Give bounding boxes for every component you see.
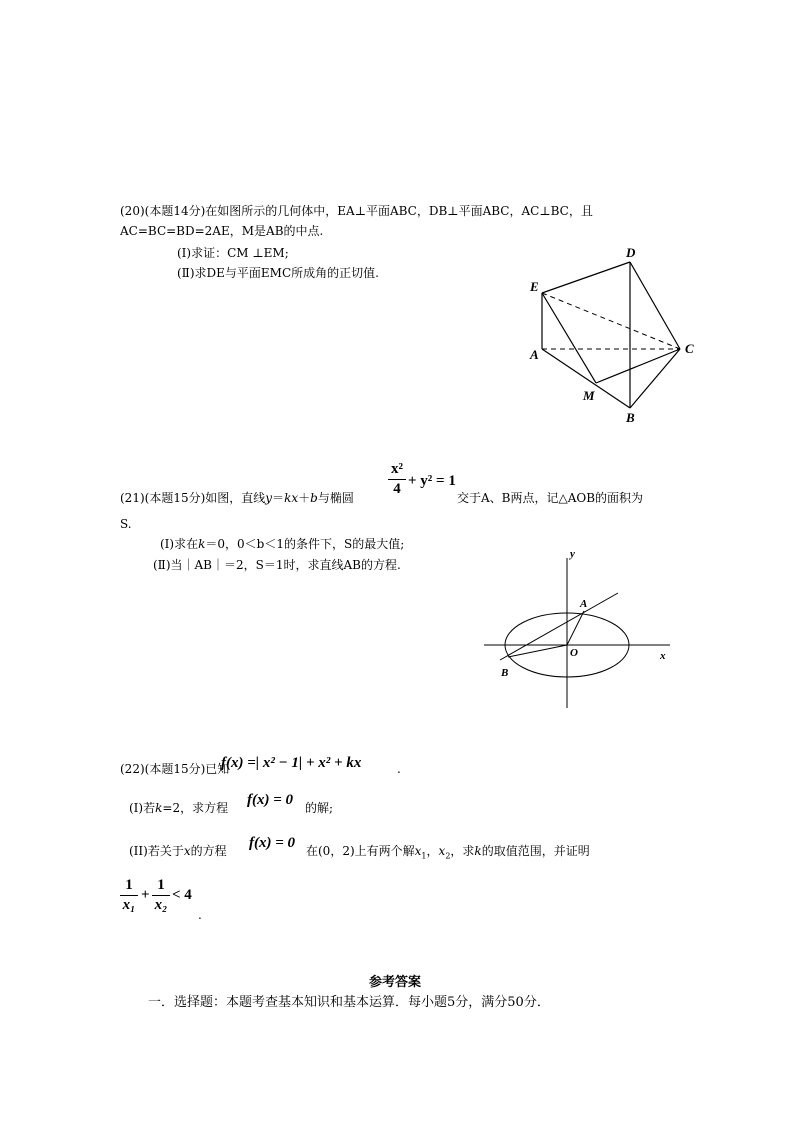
- q22-sub1: 1: [421, 851, 427, 861]
- q22-dot: .: [397, 762, 401, 776]
- label-B: B: [501, 667, 509, 679]
- edge-DE: [542, 262, 630, 293]
- ineq-frac1: [120, 877, 138, 914]
- q21-part1-k: k: [198, 537, 206, 551]
- q21-intro-a: (21)(本题15分)如图，直线: [120, 491, 266, 505]
- ineq-rest: < 4: [172, 887, 192, 903]
- ineq-plus: +: [141, 887, 150, 903]
- ellipse-den: 4: [393, 481, 401, 497]
- ineq-den1: x₁: [122, 897, 136, 913]
- label-B: B: [626, 410, 635, 425]
- q21-var-b: b: [310, 491, 318, 505]
- q21-var-y: y: [265, 491, 273, 505]
- q22-x2: x: [438, 844, 446, 858]
- q22-part1-c: 的解;: [305, 801, 334, 815]
- label-O: O: [570, 647, 578, 659]
- edge-EC-dashed: [542, 293, 680, 349]
- label-E: E: [530, 279, 539, 294]
- q20-part2: (Ⅱ)求DE与平面EMC所成角的正切值.: [177, 266, 379, 280]
- q22-x1: x: [414, 844, 422, 858]
- q20-geometry-figure: [520, 238, 710, 428]
- label-M: M: [583, 388, 595, 403]
- ellipse-fraction: [388, 461, 406, 498]
- q22-function: f(x) =| x² − 1| + x² + kx: [221, 755, 362, 771]
- q22-part2-rest: [306, 843, 590, 864]
- edge-EM: [542, 293, 596, 383]
- q21-intro-c: 与椭圆: [317, 491, 354, 505]
- q22-part1-a: (I)若: [129, 801, 156, 815]
- edge-BC: [630, 349, 680, 408]
- q22-part2-c: 在(0，2)上有两个解: [306, 844, 415, 858]
- q22-part1: [129, 800, 228, 816]
- q22-part2-a: (II)若关于: [129, 844, 184, 858]
- edge-MC: [596, 349, 680, 383]
- ineq-num2: 1: [157, 877, 165, 893]
- answers-line1: 一．选择题：本题考查基本知识和基本运算．每小题5分，满分50分．: [148, 995, 550, 1010]
- q20-line2: AC=BC=BD=2AE，M是AB的中点.: [120, 224, 324, 238]
- q22-part1-b: =2，求方程: [162, 801, 229, 815]
- q21-eq: ＝: [272, 491, 285, 505]
- q21-part1: [160, 536, 404, 552]
- label-C: C: [685, 341, 694, 356]
- q21-intro-d: 交于A、B两点，记△AOB的面积为: [457, 491, 644, 505]
- label-A: A: [580, 598, 588, 610]
- q22-sub2: 2: [445, 851, 451, 861]
- q22-part2-e: 的取值范围，并证明: [481, 844, 590, 858]
- label-x: x: [660, 650, 666, 662]
- q22-part2-b: 的方程: [190, 844, 227, 858]
- q21-part1-b: ＝0，0＜b＜1的条件下，S的最大值;: [205, 537, 405, 551]
- answers-title: 参考答案: [369, 975, 422, 990]
- q22-part2: [129, 843, 227, 859]
- q22-part2-x: x: [183, 844, 191, 858]
- q21-intro: [120, 490, 354, 506]
- label-D: D: [626, 245, 636, 260]
- ineq-num1: 1: [125, 877, 133, 893]
- q22-intro: (22)(本题15分)已知: [120, 762, 230, 776]
- ineq-frac2: [152, 877, 170, 914]
- ineq-den2: x₂: [154, 897, 168, 913]
- q22-part2-k: k: [474, 844, 482, 858]
- q21-ellipse-figure: [480, 545, 680, 715]
- q22-part2-d: ，求: [450, 844, 475, 858]
- ineq-dot: .: [198, 908, 202, 922]
- q20-line1: (20)(本题14分)在如图所示的几何体中，EA⊥平面ABC，DB⊥平面ABC，AC⊥BC，且: [120, 204, 593, 218]
- q22-eq0-a: f(x) = 0: [247, 792, 294, 808]
- q20-part1: (I)求证：CM ⊥EM;: [177, 246, 289, 260]
- q21-var-kx: kx: [284, 491, 299, 505]
- q21-part1-a: (I)求在: [160, 537, 199, 551]
- ellipse-rest: + y² = 1: [408, 473, 456, 489]
- label-A: A: [530, 347, 539, 362]
- line-AB: [500, 593, 618, 660]
- q22-comma: ，: [426, 844, 439, 858]
- q21-line2: S.: [120, 517, 132, 531]
- label-y: y: [570, 548, 575, 560]
- q22-part1-k: k: [155, 801, 163, 815]
- q21-part2: (Ⅱ)当｜AB｜＝2，S＝1时，求直线AB的方程.: [153, 558, 401, 572]
- edge-DC: [630, 262, 680, 349]
- segment-OA: [567, 611, 584, 645]
- q22-eq0-b: f(x) = 0: [249, 835, 296, 851]
- ellipse-num: x²: [391, 461, 403, 477]
- q21-plus: ＋: [298, 491, 311, 505]
